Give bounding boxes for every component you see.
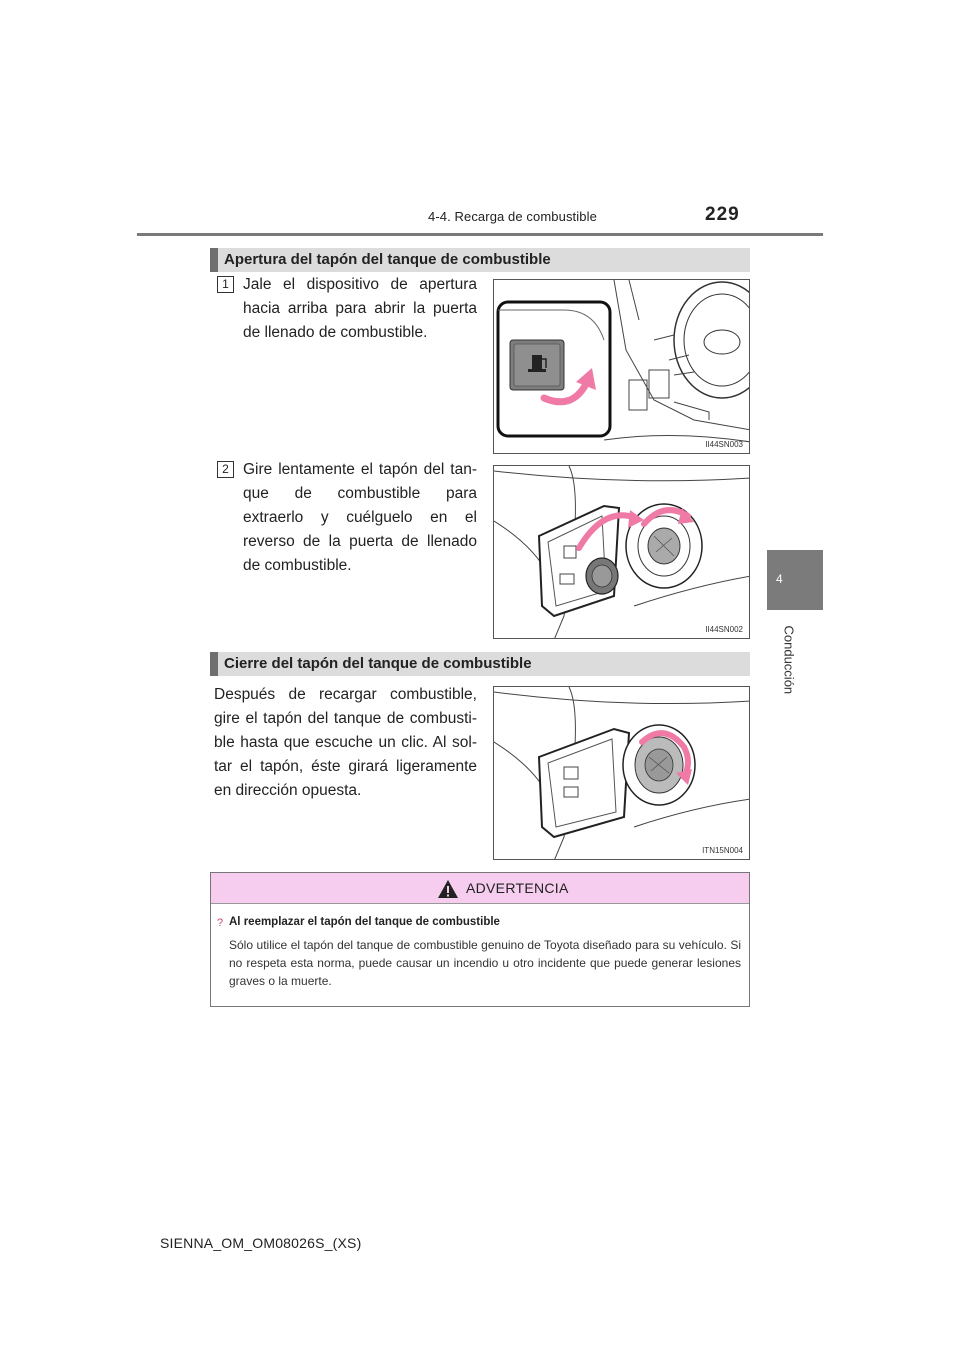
figure-code: II44SN003	[705, 440, 743, 449]
fuel-cap-removal-illustration	[494, 466, 750, 639]
document-code: SIENNA_OM_OM08026S_(XS)	[160, 1235, 362, 1251]
chapter-number: 4	[776, 572, 783, 586]
header-divider	[137, 233, 823, 236]
step-number-2: 2	[217, 461, 234, 478]
warning-body: Sólo utilice el tapón del tanque de combustible genuino de Toyota diseñado para su vehículo. Si no respeta esta norma, puede causar un incendio u otro incidente que puede generar lesiones graves o la muerte.	[229, 938, 741, 988]
section-header-closing: Cierre del tapón del tanque de combustible	[210, 652, 750, 676]
warning-bullet: ?	[217, 917, 224, 929]
warning-box	[210, 872, 750, 1007]
step-2-text: Gire lentamente el tapón del tan-que de combustible para extraerlo y cuélguelo en el reverso de la puerta de llenado de combustible.	[243, 461, 477, 574]
figure-fuel-cap-closing	[493, 686, 750, 860]
figure-fuel-door-opener	[493, 279, 750, 454]
step-1-text: Jale el dispositivo de apertura hacia arriba para abrir la puerta de llenado de combustible.	[243, 276, 477, 341]
figure-fuel-cap-removal	[493, 465, 750, 639]
closing-text: Después de recargar combustible, gire el tapón del tanque de combusti-ble hasta que escuche un clic. Al sol-tar el tapón, éste girará ligeramente en dirección opuesta.	[214, 686, 477, 799]
page-number: 229	[705, 204, 740, 225]
figure-code: II44SN002	[705, 625, 743, 634]
figure-code: ITN15N004	[702, 846, 743, 855]
fuel-door-opener-illustration	[494, 280, 750, 454]
warning-title: ADVERTENCIA	[466, 880, 569, 896]
step-number-1: 1	[217, 276, 234, 293]
section-header-opening: Apertura del tapón del tanque de combustible	[210, 248, 750, 272]
warning-triangle-icon	[437, 879, 459, 899]
chapter-label: Conducción	[781, 625, 797, 695]
section-title: 4-4. Recarga de combustible	[428, 209, 597, 224]
warning-subtitle: Al reemplazar el tapón del tanque de combustible	[229, 916, 500, 928]
fuel-cap-closing-illustration	[494, 687, 750, 860]
